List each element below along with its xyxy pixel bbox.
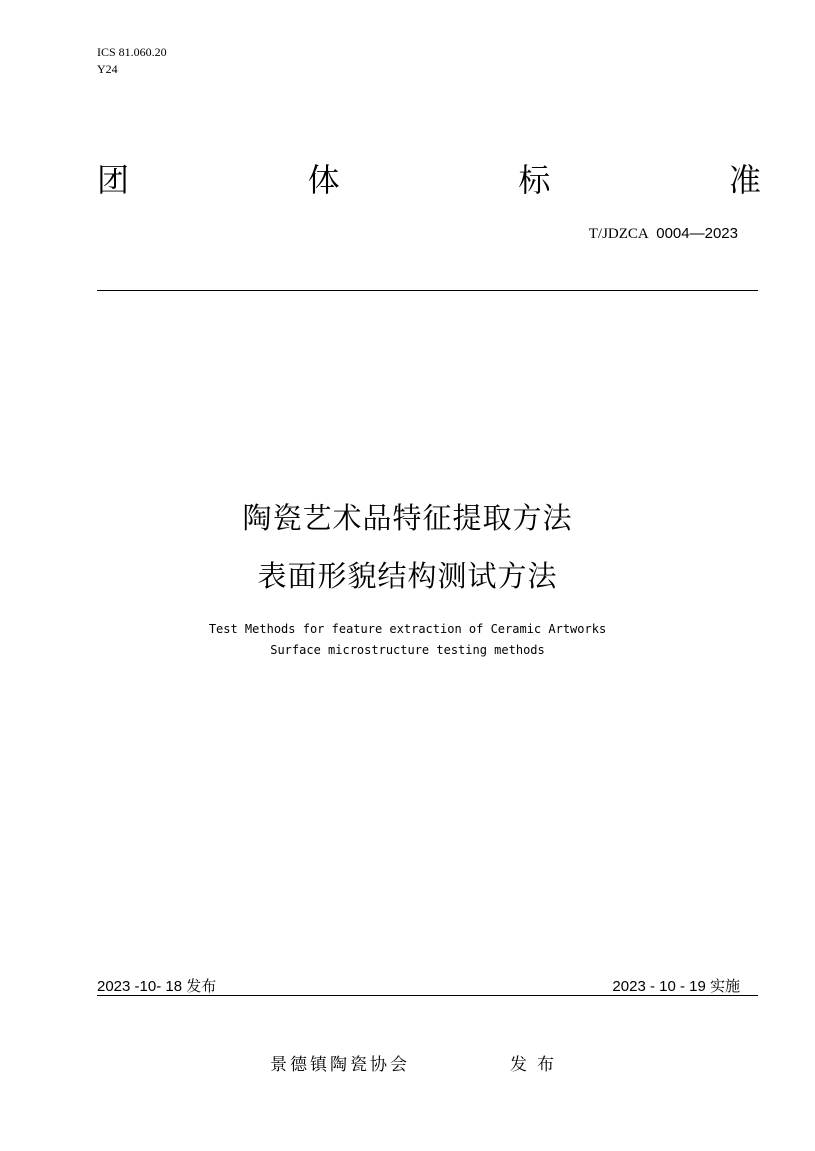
classification-codes (97, 44, 167, 78)
chinese-title-line-1: 陶瓷艺术品特征提取方法 (242, 501, 573, 535)
english-title-line-1: Test Methods for feature extraction of Ceramic Artworks (208, 622, 607, 636)
publisher-name: 景德镇陶瓷协会 (270, 1055, 410, 1075)
chinese-title-line-2: 表面形貌结构测试方法 (257, 559, 558, 593)
ics-code: ICS 81.060.20 (97, 45, 167, 59)
standard-type-char: 标 (518, 161, 551, 199)
standard-number-prefix: T/JDZCA (588, 226, 649, 242)
standard-type-char: 团 (97, 161, 130, 199)
standard-type-char: 体 (307, 161, 340, 199)
effective-date: 2023 - 10 - 19 实施 (612, 978, 740, 995)
bottom-divider (97, 995, 758, 996)
standard-type-heading (97, 160, 761, 200)
english-title-line-2: Surface microstructure testing methods (270, 643, 545, 657)
standard-number (589, 225, 738, 243)
publish-label: 发布 (510, 1055, 564, 1075)
ccs-code: Y24 (97, 62, 118, 76)
standard-type-char: 准 (728, 161, 761, 199)
standard-number-value: 0004—2023 (656, 225, 738, 242)
top-divider (97, 290, 758, 291)
publish-date: 2023 -10- 18 发布 (97, 978, 217, 995)
